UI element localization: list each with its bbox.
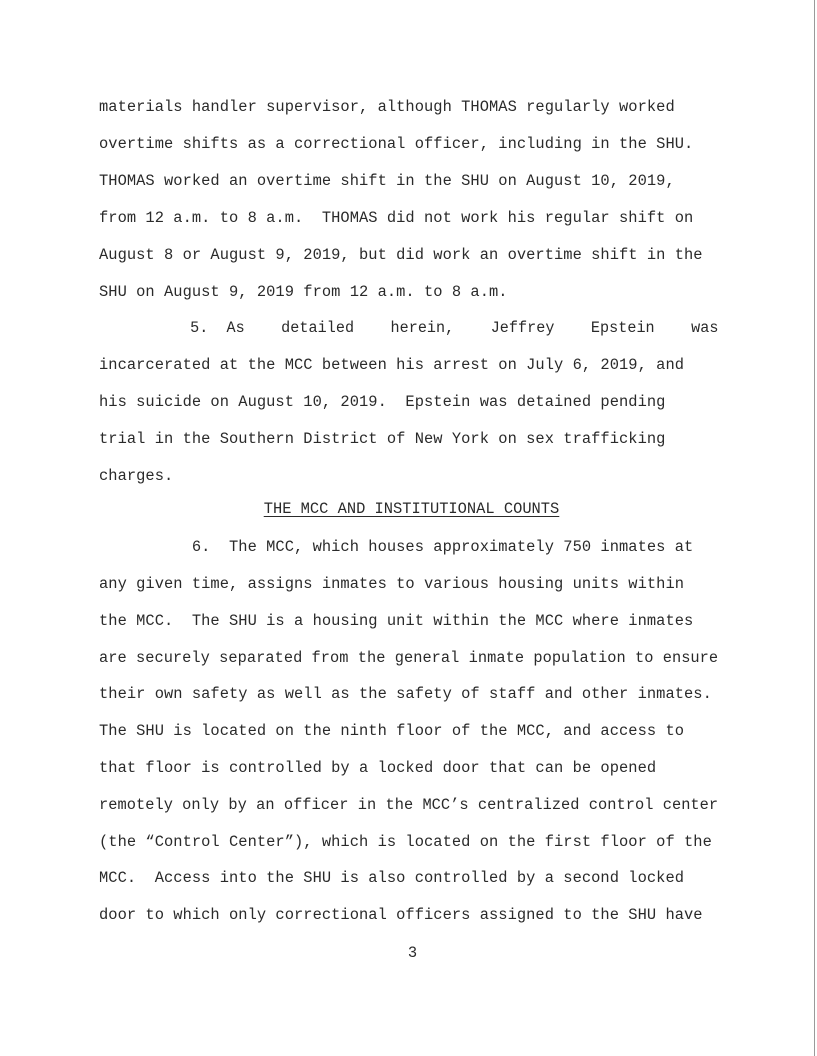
text-line: MCC. Access into the SHU is also controlled by a second locked — [99, 869, 685, 887]
text-line: overtime shifts as a correctional officer, including in the SHU. — [99, 135, 694, 153]
text-line: August 8 or August 9, 2019, but did work an overtime shift in the — [99, 246, 703, 264]
text-line: are securely separated from the general inmate population to ensure — [99, 649, 719, 667]
scan-page-edge — [814, 0, 815, 1056]
text-line: (the “Control Center”), which is located on the first floor of the — [99, 833, 712, 851]
text-line: their own safety as well as the safety of staff and other inmates. — [99, 685, 712, 703]
text-line: any given time, assigns inmates to various housing units within — [99, 575, 685, 593]
text-line: that floor is controlled by a locked door that can be opened — [99, 759, 657, 777]
text-line: The SHU is located on the ninth floor of the MCC, and access to — [99, 722, 685, 740]
text-line: THOMAS worked an overtime shift in the SHU on August 10, 2019, — [99, 172, 675, 190]
text-line: remotely only by an officer in the MCC’s centralized control center — [99, 796, 719, 814]
text-line: the MCC. The SHU is a housing unit within the MCC where inmates — [99, 612, 694, 630]
page-number: 3 — [407, 944, 418, 962]
text-line: 5. As detailed herein, Jeffrey Epstein was — [99, 319, 719, 337]
text-line: his suicide on August 10, 2019. Epstein was detained pending — [99, 393, 666, 411]
text-line: trial in the Southern District of New York on sex trafficking — [99, 430, 666, 448]
text-line: charges. — [99, 467, 174, 485]
section-heading — [0, 499, 817, 519]
section-heading-text: THE MCC AND INSTITUTIONAL COUNTS — [263, 500, 560, 518]
text-line: incarcerated at the MCC between his arrest on July 6, 2019, and — [99, 356, 685, 374]
text-line: from 12 a.m. to 8 a.m. THOMAS did not work his regular shift on — [99, 209, 694, 227]
text-line: SHU on August 9, 2019 from 12 a.m. to 8 a.m. — [99, 283, 508, 301]
text-line: 6. The MCC, which houses approximately 750 inmates at — [99, 538, 694, 556]
text-line: door to which only correctional officers assigned to the SHU have — [99, 906, 703, 924]
text-line — [99, 97, 718, 117]
text-line-content: materials handler supervisor, although THOMAS regularly worked — [99, 98, 675, 116]
